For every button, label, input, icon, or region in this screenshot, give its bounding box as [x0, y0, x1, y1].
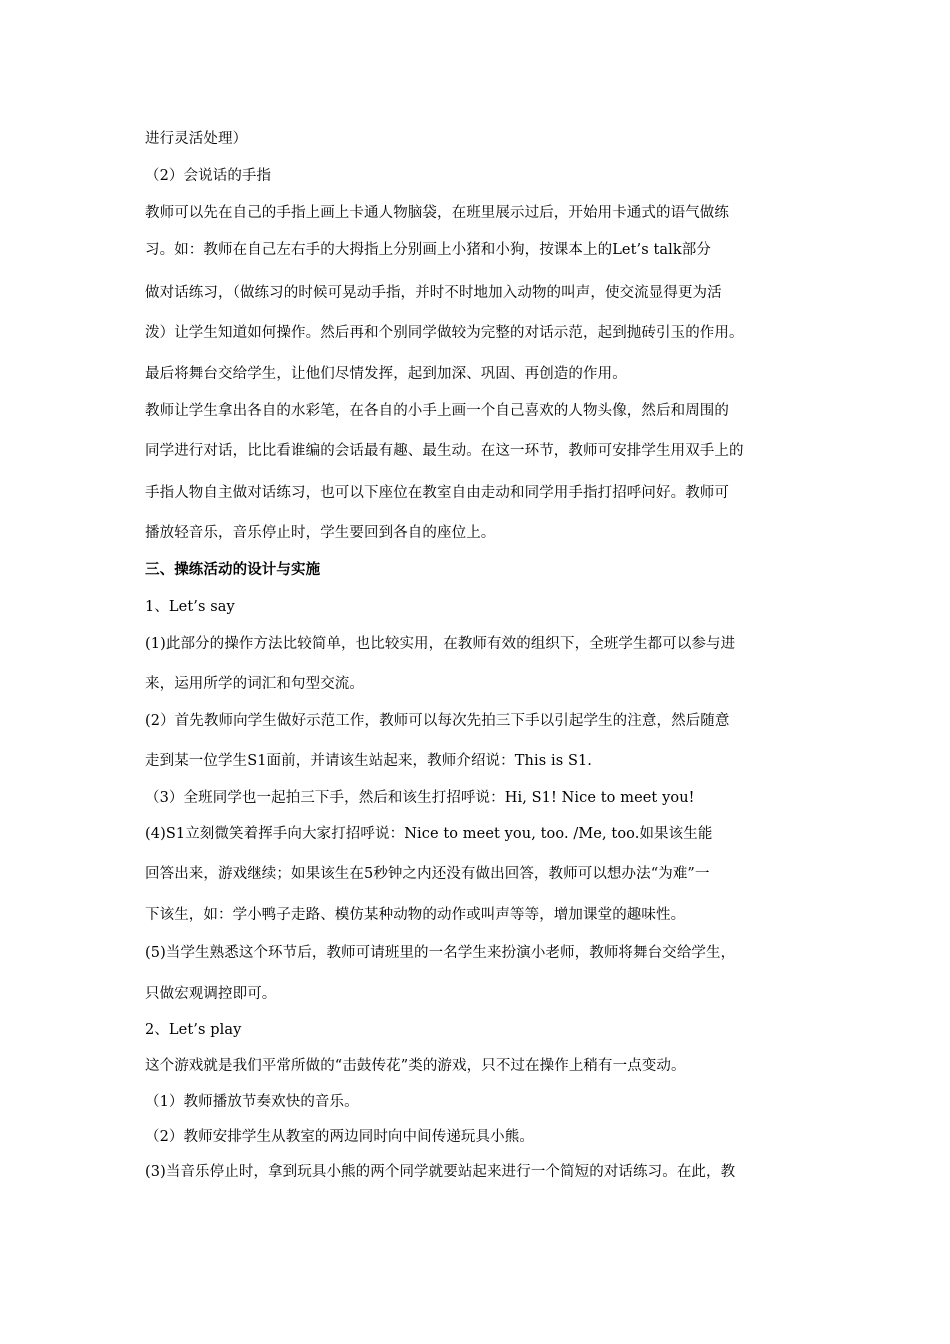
text-line: （2）教师安排学生从教室的两边同时向中间传递玩具小熊。 [145, 1129, 534, 1145]
subheading-lets-play: 2、Let’s play [145, 1022, 242, 1038]
text-line: (3)当音乐停止时，拿到玩具小熊的两个同学就要站起来进行一个简短的对话练习。在此，教 [145, 1164, 736, 1180]
text-line: 最后将舞台交给学生，让他们尽情发挥，起到加深、巩固、再创造的作用。 [145, 366, 627, 382]
text-line: 习。如：教师在自己左右手的大拇指上分别画上小猪和小狗，按课本上的Let’s talk部分 [145, 242, 711, 258]
text-line: (2）首先教师向学生做好示范工作，教师可以每次先拍三下手以引起学生的注意，然后随意 [145, 713, 730, 729]
text-line: 同学进行对话，比比看谁编的会话最有趣、最生动。在这一环节，教师可安排学生用双手上的 [145, 443, 744, 459]
text-line: 回答出来，游戏继续；如果该生在5秒钟之内还没有做出回答，教师可以想办法“为难”一 [145, 866, 710, 882]
text-line: 进行灵活处理） [145, 131, 248, 147]
text-line: 这个游戏就是我们平常所做的“击鼓传花”类的游戏，只不过在操作上稍有一点变动。 [145, 1058, 686, 1074]
text-line: 下该生，如：学小鸭子走路、模仿某种动物的动作或叫声等等，增加课堂的趣味性。 [145, 907, 686, 923]
section-heading: 三、操练活动的设计与实施 [145, 562, 321, 578]
text-line: 播放轻音乐，音乐停止时，学生要回到各自的座位上。 [145, 525, 496, 541]
text-line: 做对话练习，（做练习的时候可晃动手指，并时不时地加入动物的叫声，使交流显得更为活 [145, 285, 722, 301]
text-line: 泼）让学生知道如何操作。然后再和个别同学做较为完整的对话示范，起到抛砖引玉的作用。 [145, 325, 744, 341]
text-line: 教师让学生拿出各自的水彩笔，在各自的小手上画一个自己喜欢的人物头像，然后和周围的 [145, 403, 729, 419]
text-line: 只做宏观调控即可。 [145, 986, 277, 1002]
text-line: （3）全班同学也一起拍三下手，然后和该生打招呼说：Hi, S1! Nice to meet you! [145, 790, 695, 806]
text-line: (4)S1立刻微笑着挥手向大家打招呼说：Nice to meet you, too. /Me, too.如果该生能 [145, 826, 713, 842]
subheading-talking-fingers: （2）会说话的手指 [145, 168, 272, 184]
text-line: （1）教师播放节奏欢快的音乐。 [145, 1094, 359, 1110]
text-line: 来，运用所学的词汇和句型交流。 [145, 676, 364, 692]
text-line: (5)当学生熟悉这个环节后，教师可请班里的一名学生来扮演小老师，教师将舞台交给学生， [145, 945, 736, 961]
text-line: 手指人物自主做对话练习，也可以下座位在教室自由走动和同学用手指打招呼问好。教师可 [145, 485, 729, 501]
text-line: (1)此部分的操作方法比较简单，也比较实用，在教师有效的组织下，全班学生都可以参与进 [145, 636, 736, 652]
text-line: 教师可以先在自己的手指上画上卡通人物脑袋，在班里展示过后，开始用卡通式的语气做练 [145, 205, 729, 221]
text-line: 走到某一位学生S1面前，并请该生站起来，教师介绍说：This is S1. [145, 753, 593, 769]
subheading-lets-say: 1、Let’s say [145, 599, 235, 615]
